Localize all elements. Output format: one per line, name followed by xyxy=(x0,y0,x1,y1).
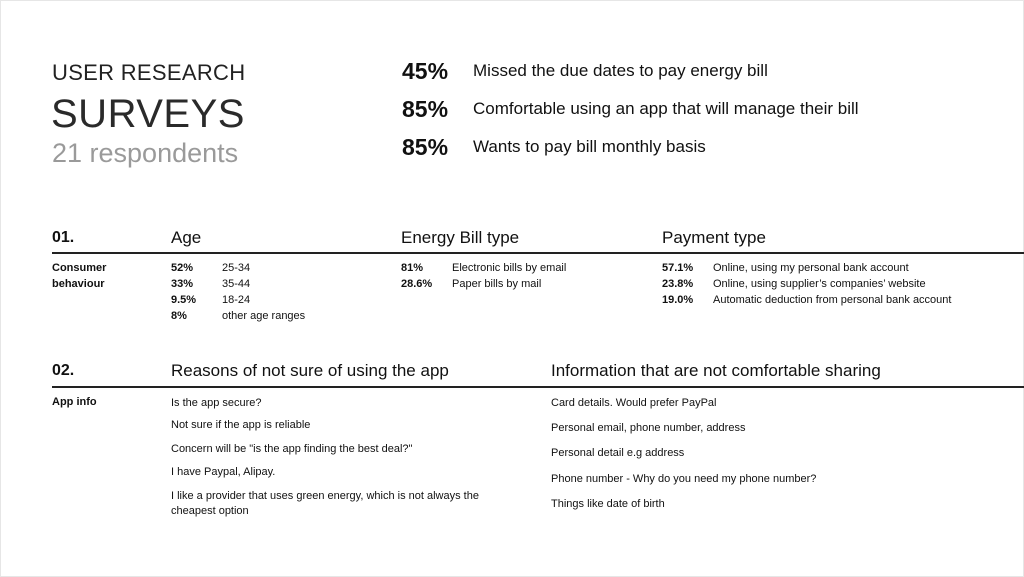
bill-type-text: Electronic bills by email xyxy=(452,262,567,274)
bill-type-value: 81% xyxy=(401,262,424,274)
age-value: 8% xyxy=(171,310,187,322)
bill-type-row xyxy=(401,276,541,292)
reason-item: Concern will be "is the app finding the best deal?" xyxy=(171,443,413,455)
stat-text: Missed the due dates to pay energy bill xyxy=(473,61,768,80)
age-row xyxy=(171,260,250,276)
section-label: App info xyxy=(52,396,97,408)
age-range: 18-24 xyxy=(222,294,251,306)
sharing-item: Personal detail e.g address xyxy=(551,447,685,459)
payment-type-heading: Payment type xyxy=(662,228,766,247)
reason-item: I like a provider that uses green energy, which is not always the cheapest option xyxy=(171,490,479,517)
sharing-item: Card details. Would prefer PayPal xyxy=(551,397,717,409)
section-label-line: behaviour xyxy=(52,278,105,290)
age-value: 9.5% xyxy=(171,294,197,306)
payment-type-row xyxy=(662,292,951,308)
respondents-count: 21 respondents xyxy=(52,138,239,168)
reason-item: Is the app secure? xyxy=(171,397,262,409)
age-row xyxy=(171,276,250,292)
bill-type-text: Paper bills by mail xyxy=(452,278,542,290)
section-label xyxy=(52,260,106,292)
age-value: 33% xyxy=(171,278,194,290)
page-title: SURVEYS xyxy=(51,92,245,136)
bill-type-heading: Energy Bill type xyxy=(401,228,520,247)
payment-type-text: Automatic deduction from personal bank account xyxy=(713,294,952,306)
section-divider xyxy=(52,386,1024,388)
payment-type-text: Online, using my personal bank account xyxy=(713,262,909,274)
age-range: 35-44 xyxy=(222,278,251,290)
stat-percent: 85% xyxy=(402,134,449,160)
payment-type-value: 19.0% xyxy=(662,294,694,306)
age-range: 25-34 xyxy=(222,262,251,274)
sharing-item: Things like date of birth xyxy=(551,498,665,510)
stat-percent: 85% xyxy=(402,96,449,122)
stat-text: Comfortable using an app that will manage their bill xyxy=(473,99,859,118)
eyebrow-label: USER RESEARCH xyxy=(52,60,246,85)
section-label-line: Consumer xyxy=(52,262,107,274)
reasons-heading: Reasons of not sure of using the app xyxy=(171,361,449,380)
payment-type-value: 23.8% xyxy=(662,278,694,290)
bill-type-row xyxy=(401,260,566,276)
stat-text: Wants to pay bill monthly basis xyxy=(473,137,706,156)
payment-type-value: 57.1% xyxy=(662,262,694,274)
age-heading: Age xyxy=(171,228,202,247)
age-row xyxy=(171,308,305,324)
age-range: other age ranges xyxy=(222,310,306,322)
sharing-item: Personal email, phone number, address xyxy=(551,422,746,434)
payment-type-text: Online, using supplier’s companies’ website xyxy=(713,278,926,290)
section-number: 01. xyxy=(52,229,75,246)
sharing-heading: Information that are not comfortable sharing xyxy=(551,361,881,380)
age-row xyxy=(171,292,250,308)
reason-item: I have Paypal, Alipay. xyxy=(171,466,276,478)
bill-type-value: 28.6% xyxy=(401,278,433,290)
age-value: 52% xyxy=(171,262,194,274)
reason-item: Not sure if the app is reliable xyxy=(171,419,311,431)
section-number: 02. xyxy=(52,362,75,379)
payment-type-row xyxy=(662,276,926,292)
section-divider xyxy=(52,252,1024,254)
stat-percent: 45% xyxy=(402,58,449,84)
sharing-item: Phone number - Why do you need my phone number? xyxy=(551,473,817,485)
payment-type-row xyxy=(662,260,909,276)
